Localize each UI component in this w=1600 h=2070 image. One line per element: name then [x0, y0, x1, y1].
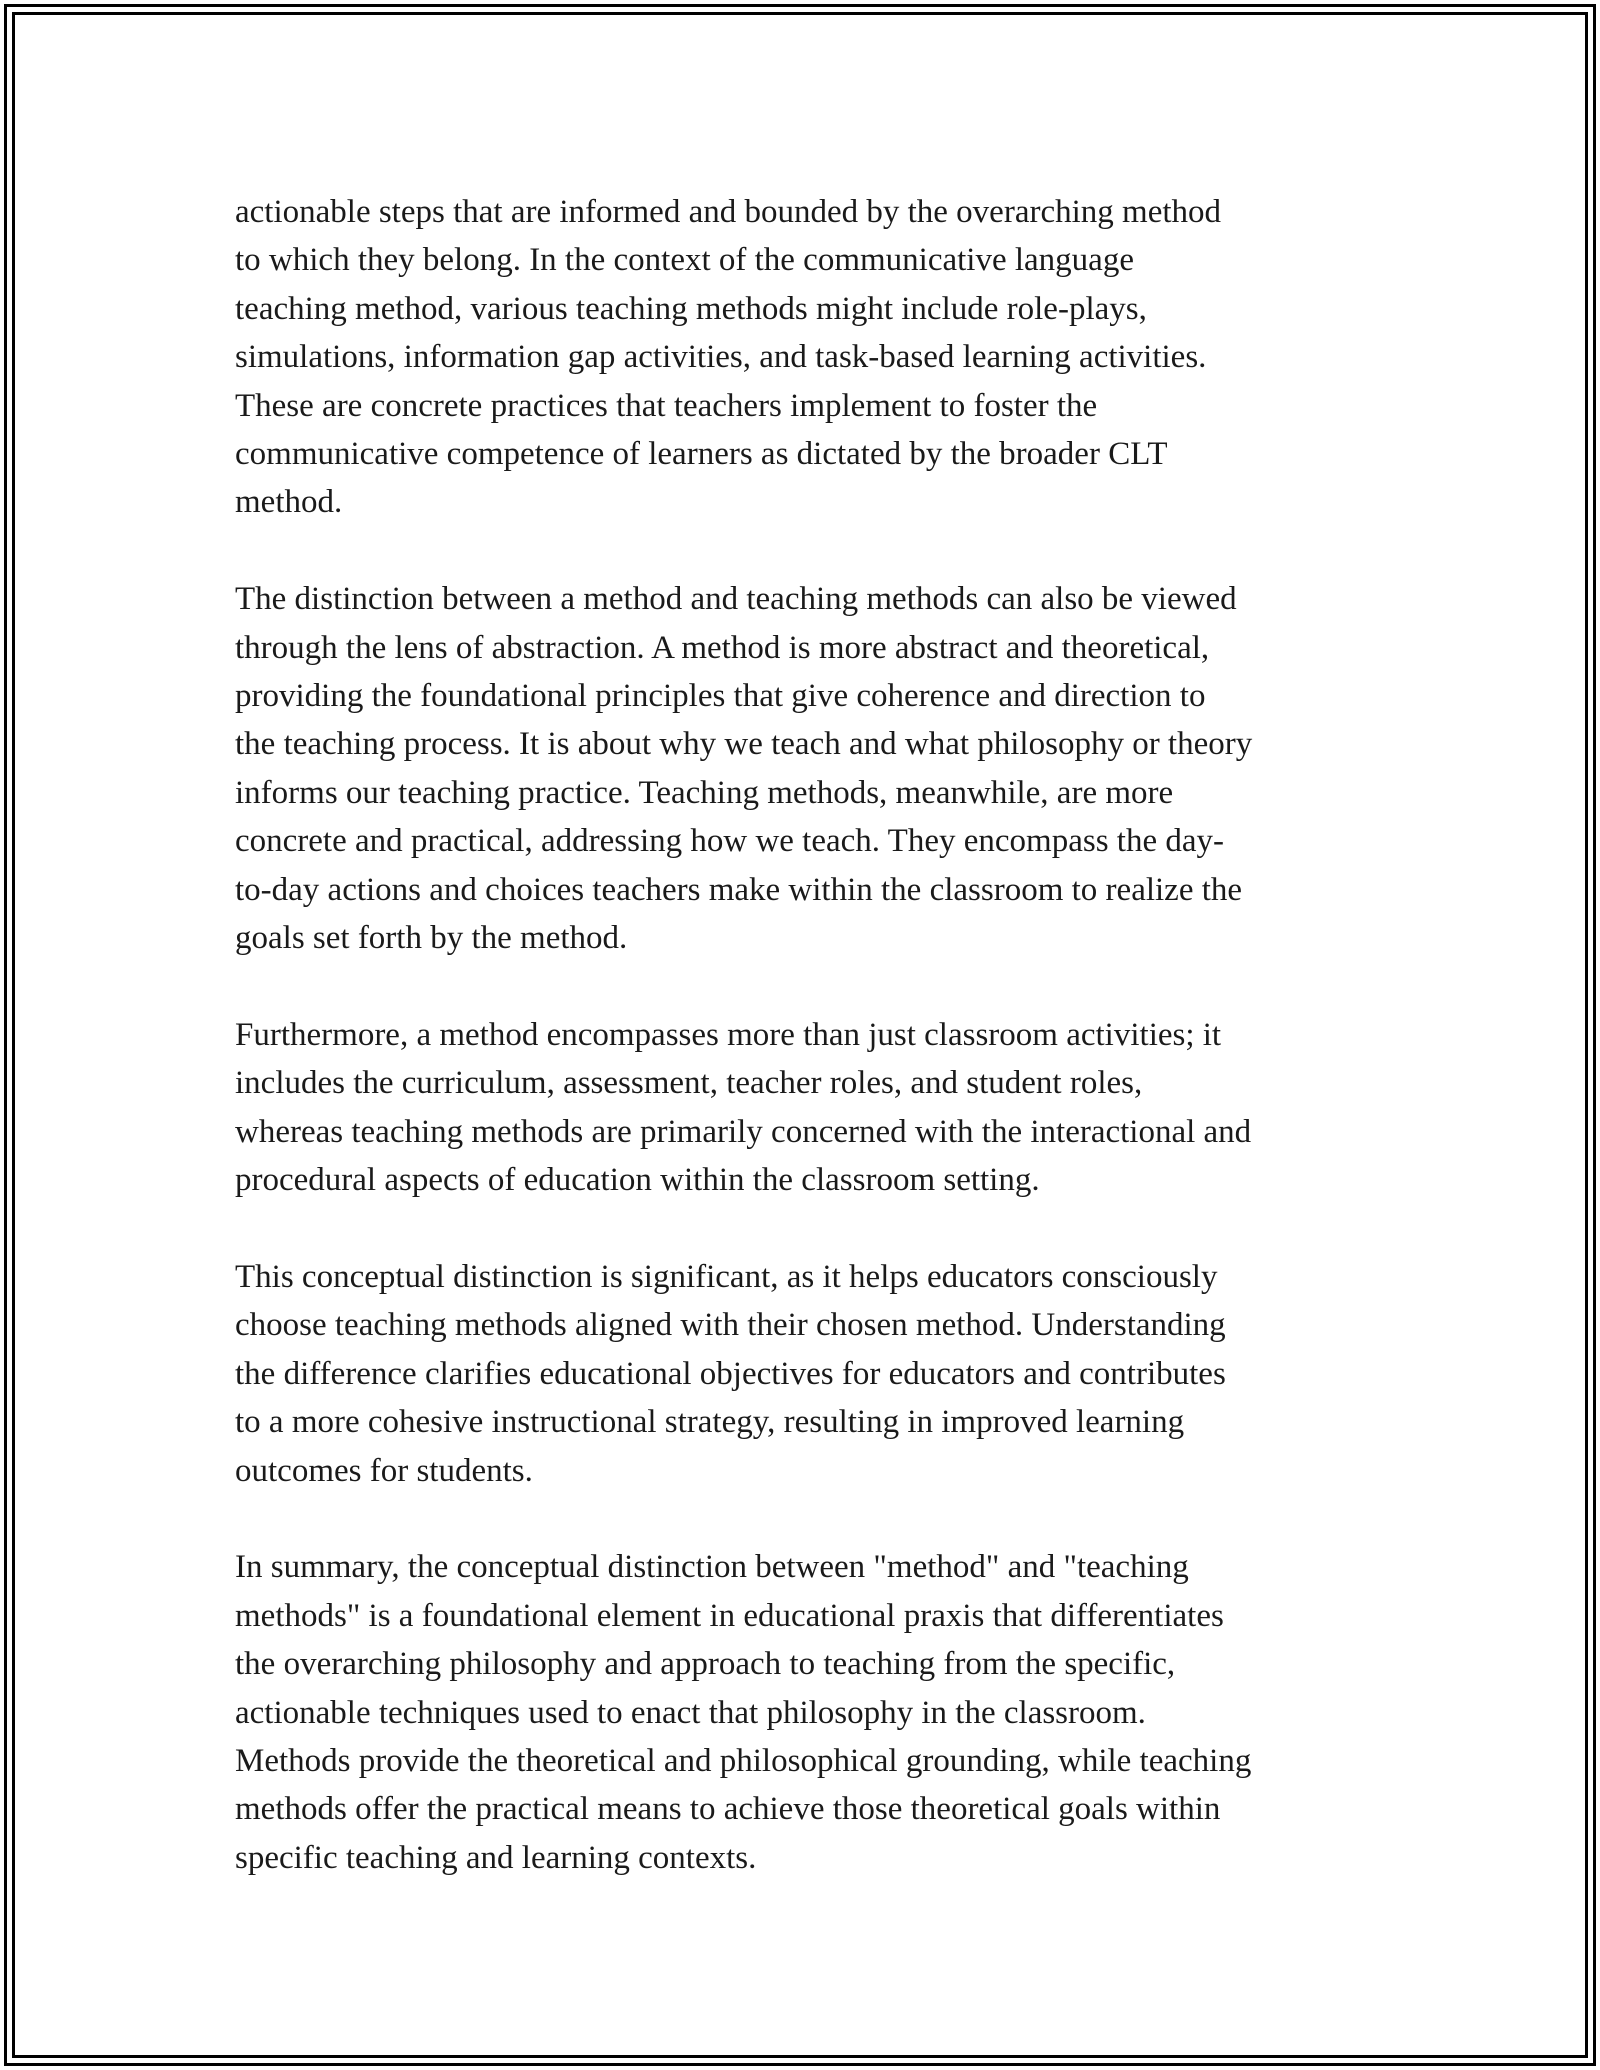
text-line: These are concrete practices that teachers implement to foster the — [235, 387, 1098, 424]
text-line: choose teaching methods aligned with their chosen method. Understanding — [235, 1307, 1226, 1344]
text-line: communicative competence of learners as dictated by the broader CLT — [235, 436, 1168, 473]
text-line: the difference clarifies educational objectives for educators and contributes — [235, 1355, 1226, 1392]
text-line: includes the curriculum, assessment, teacher roles, and student roles, — [235, 1065, 1143, 1102]
text-line: actionable steps that are informed and bounded by the overarching method — [235, 194, 1222, 230]
text-line: actionable techniques used to enact that philosophy in the classroom. — [235, 1694, 1146, 1731]
text-line: methods" is a foundational element in educational praxis that differentiates — [235, 1597, 1224, 1634]
text-line: whereas teaching methods are primarily concerned with the interactional and — [235, 1113, 1252, 1150]
text-line: procedural aspects of education within the classroom setting. — [235, 1162, 1040, 1199]
text-line: methods offer the practical means to achieve those theoretical goals within — [235, 1791, 1221, 1828]
text-line: concrete and practical, addressing how we teach. They encompass the day- — [235, 823, 1224, 860]
text-line: Methods provide the theoretical and philosophical grounding, while teaching — [235, 1742, 1252, 1779]
text-line: The distinction between a method and teaching methods can also be viewed — [235, 581, 1237, 618]
paragraph-2 — [235, 575, 1385, 962]
text-line: simulations, information gap activities, and task-based learning activities. — [235, 339, 1207, 376]
document-body — [235, 188, 1385, 1931]
text-line: to which they belong. In the context of the communicative language — [235, 242, 1134, 279]
paragraph-1 — [235, 188, 1385, 527]
text-line: to a more cohesive instructional strategy, resulting in improved learning — [235, 1404, 1185, 1441]
text-line: to-day actions and choices teachers make within the classroom to realize the — [235, 871, 1243, 908]
text-line: method. — [235, 484, 343, 521]
text-line: the teaching process. It is about why we teach and what philosophy or theory — [235, 726, 1253, 763]
text-line: through the lens of abstraction. A method is more abstract and theoretical, — [235, 629, 1210, 666]
paragraph-4 — [235, 1253, 1385, 1495]
text-line: Furthermore, a method encompasses more than just classroom activities; it — [235, 1016, 1222, 1053]
text-line: the overarching philosophy and approach to teaching from the specific, — [235, 1646, 1176, 1683]
text-line: teaching method, various teaching methods might include role-plays, — [235, 290, 1147, 327]
text-line: outcomes for students. — [235, 1452, 533, 1489]
text-line: goals set forth by the method. — [235, 920, 628, 957]
text-line: informs our teaching practice. Teaching methods, meanwhile, are more — [235, 774, 1174, 811]
text-line: specific teaching and learning contexts. — [235, 1839, 757, 1876]
paragraph-5 — [235, 1543, 1385, 1882]
text-line: providing the foundational principles that give coherence and direction to — [235, 678, 1206, 715]
paragraph-3 — [235, 1011, 1385, 1205]
text-line: In summary, the conceptual distinction between "method" and "teaching — [235, 1549, 1189, 1586]
text-line: This conceptual distinction is significant, as it helps educators consciously — [235, 1258, 1218, 1295]
